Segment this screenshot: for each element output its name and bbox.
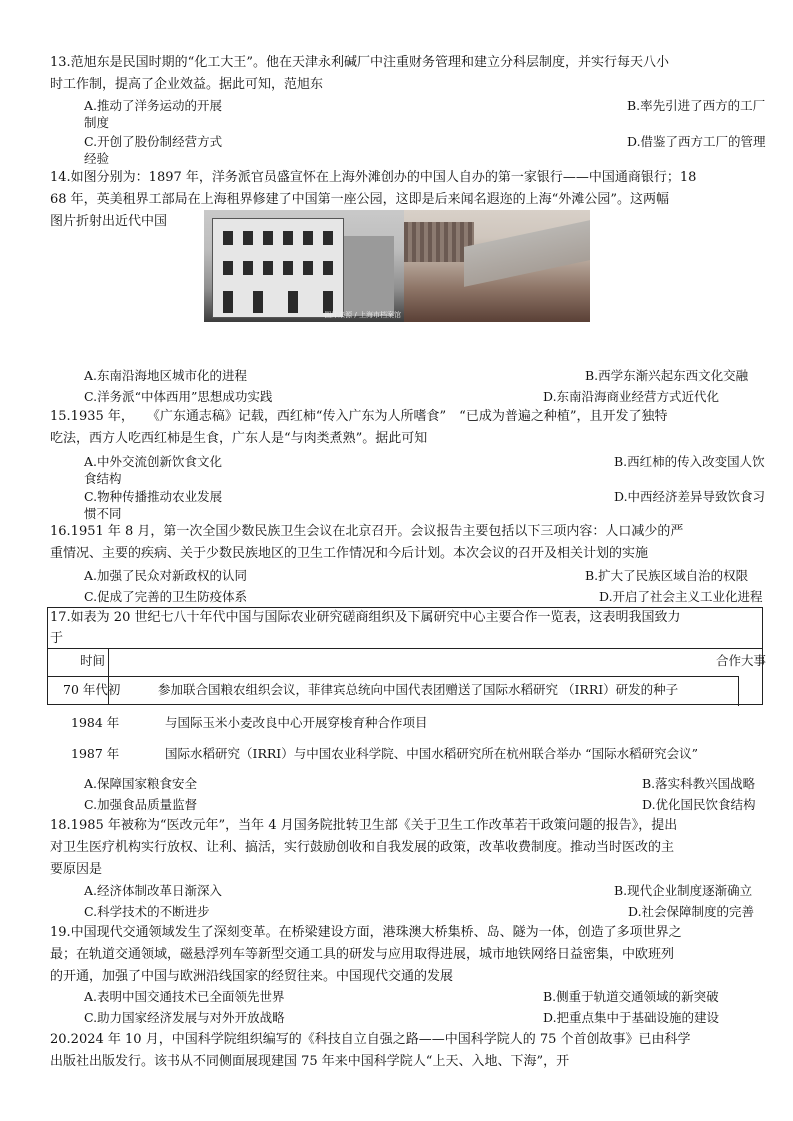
q13-option-d-continued: 经验 [84,151,110,166]
bund-park-photo [404,210,590,322]
q14-stem-line-1: 14.如图分别为：1897 年，洋务派官员盛宣怀在上海外滩创办的中国人自办的第一家银行——中国通商银行；18 [50,170,697,185]
q19-option-d[interactable]: D.把重点集中于基础设施的建设 [543,1010,720,1025]
q16-option-b[interactable]: B.扩大了民族区域自治的权限 [585,568,749,583]
q15-option-d-continued: 惯不同 [84,506,122,521]
q20-stem-line-2: 出版社出版发行。该书从不同侧面展现建国 75 年来中国科学院人“上天、入地、下海”，开 [50,1054,570,1069]
q16-stem-line-2: 重情况、主要的疾病、关于少数民族地区的卫生工作情况和今后计划。本次会议的召开及相关计划的实施 [50,546,649,561]
q18-option-b[interactable]: B.现代企业制度逐渐确立 [614,883,753,898]
q13-stem-line-2: 时工作制，提高了企业效益。据此可知，范旭东 [50,77,324,92]
q14-photos [204,210,590,322]
q18-stem-line-2: 对卫生医疗机构实行放权、让利、搞活，实行鼓励创收和自我发展的政策，改革收费制度。推动当时医改的主 [50,840,675,855]
q17-option-b[interactable]: B.落实科教兴国战略 [642,776,756,791]
q13-option-d[interactable]: D.借鉴了西方工厂的管理 [627,134,766,149]
q16-stem-line-1: 16.1951 年 8 月，第一次全国少数民族卫生会议在北京召开。会议报告主要包括以下三项内容：人口减少的严 [50,524,684,539]
q18-option-d[interactable]: D.社会保障制度的完善 [628,904,755,919]
q16-option-d[interactable]: D.开启了社会主义工业化进程 [599,589,763,604]
q18-option-a[interactable]: A.经济体制改革日渐深入 [84,883,223,898]
q17-option-c[interactable]: C.加强食品质量监督 [84,797,198,812]
q13-option-c[interactable]: C.开创了股份制经营方式 [84,134,223,149]
q16-option-c[interactable]: C.促成了完善的卫生防疫体系 [84,589,248,604]
q17-row-1-time: 70 年代初 [63,682,121,697]
q19-stem-line-2: 最；在轨道交通领域，磁悬浮列车等新型交通工具的研发与应用取得进展，城市地铁网络日益密集，中欧班列 [50,947,675,962]
q15-option-a[interactable]: A.中外交流创新饮食文化 [84,454,223,469]
q15-option-c[interactable]: C.物种传播推动农业发展 [84,489,223,504]
q13-option-b-continued: 制度 [84,115,110,130]
q17-stem-line-1: 17.如表为 20 世纪七八十年代中国与国际农业研究磋商组织及下属研究中心主要合作一览表，这表明我国致力 [50,610,681,625]
q19-option-a[interactable]: A.表明中国交通技术已全面领先世界 [84,989,285,1004]
q15-option-b-continued: 食结构 [84,471,122,486]
q19-option-b[interactable]: B.侧重于轨道交通领域的新突破 [543,989,719,1004]
q20-stem-line-1: 20.2024 年 10 月，中国科学院组织编写的《科技自立自强之路——中国科学院人的 75 个首创故事》已由科学 [50,1032,691,1047]
photo-caption: 图片来源 / 上海市档案馆 [324,311,401,319]
q14-option-c[interactable]: C.洋务派“中体西用”思想成功实践 [84,389,273,404]
q19-stem-line-1: 19.中国现代交通领域发生了深刻变革。在桥梁建设方面，港珠澳大桥集桥、岛、隧为一体，创造了多项世界之 [50,925,682,940]
q14-stem-line-2: 68 年，英美租界工部局在上海租界修建了中国第一座公园，这即是后来闻名遐迩的上海“外滩公园”。这两幅 [50,192,669,207]
q15-stem-line-2: 吃法，西方人吃西红柿是生食，广东人是“与肉类煮熟”。据此可知 [50,431,428,446]
q17-row-1-event: 参加联合国粮农组织会议，菲律宾总统向中国代表团赠送了国际水稻研究 （IRRI）研发的种子 [158,682,679,697]
q17-row-3-time: 1987 年 [71,746,120,761]
q15-option-d[interactable]: D.中西经济差异导致饮食习 [614,489,766,504]
q13-stem-line-1: 13.范旭东是民国时期的“化工大王”。他在天津永利碱厂中注重财务管理和建立分科层制度，并实行每天八小 [50,55,669,70]
q17-row-2-time: 1984 年 [71,715,120,730]
q17-header-event: 合作大事 [716,653,767,668]
q19-option-c[interactable]: C.助力国家经济发展与对外开放战略 [84,1010,285,1025]
q18-stem-line-3: 要原因是 [50,862,103,877]
q16-option-a[interactable]: A.加强了民众对新政权的认同 [84,568,248,583]
q19-stem-line-3: 的开通，加强了中国与欧洲沿线国家的经贸往来。中国现代交通的发展 [50,969,454,984]
q17-stem-line-2: 于 [50,631,64,646]
q15-option-b[interactable]: B.西红柿的传入改变国人饮 [614,454,765,469]
q14-option-d[interactable]: D.东南沿海商业经营方式近代化 [543,389,720,404]
q13-option-b[interactable]: B.率先引进了西方的工厂 [627,98,766,113]
q17-option-d[interactable]: D.优化国民饮食结构 [642,797,756,812]
q17-row-2-event: 与国际玉米小麦改良中心开展穿梭育种合作项目 [165,715,428,730]
q17-row-3-event: 国际水稻研究（IRRI）与中国农业科学院、中国水稻研究所在杭州联合举办 “国际水稻研究会议” [165,746,698,761]
q14-option-b[interactable]: B.西学东渐兴起东西文化交融 [585,368,749,383]
q18-stem-line-1: 18.1985 年被称为“医改元年”，当年 4 月国务院批转卫生部《关于卫生工作改革若干政策问题的报告》，提出 [50,818,678,833]
q18-option-c[interactable]: C.科学技术的不断进步 [84,904,210,919]
bank-building-photo [204,210,404,322]
q17-option-a[interactable]: A.保障国家粮食安全 [84,776,198,791]
q14-stem-line-3: 图片折射出近代中国 [50,214,168,229]
q15-stem-line-1: 15.1935 年， 《广东通志稿》记载，西红柿“传入广东为人所嗜食” “已成为普遍之种植”，且开发了独特 [50,409,668,424]
q13-option-a[interactable]: A.推动了洋务运动的开展 [84,98,223,113]
q17-header-time: 时间 [80,653,106,668]
q14-option-a[interactable]: A.东南沿海地区城市化的进程 [84,368,248,383]
